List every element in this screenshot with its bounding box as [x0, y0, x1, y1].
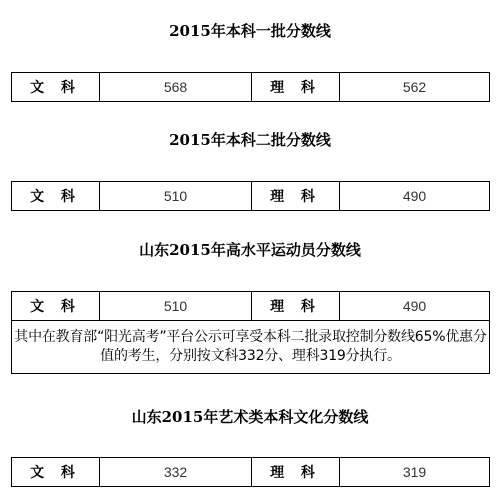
score-table-tier1	[11, 72, 490, 102]
table-row	[12, 321, 490, 374]
score-table-athletes	[11, 291, 490, 374]
score-table-tier2	[11, 181, 490, 211]
arts-score: 510	[100, 292, 252, 321]
arts-label: 文 科	[12, 182, 100, 211]
science-label: 理 科	[252, 292, 340, 321]
section-heading-arts: 山东2015年艺术类本科文化分数线	[131, 408, 369, 426]
science-score: 490	[340, 182, 490, 211]
science-label: 理 科	[252, 458, 340, 487]
table-row	[12, 182, 490, 211]
arts-label: 文 科	[12, 73, 100, 102]
score-table-arts	[11, 457, 490, 487]
arts-label: 文 科	[12, 458, 100, 487]
table-row	[12, 73, 490, 102]
arts-label: 文 科	[12, 292, 100, 321]
arts-score: 332	[100, 458, 252, 487]
arts-score: 568	[100, 73, 252, 102]
science-score: 319	[340, 458, 490, 487]
section-heading-tier2: 2015年本科二批分数线	[169, 131, 331, 149]
science-label: 理 科	[252, 182, 340, 211]
science-score: 562	[340, 73, 490, 102]
table-row	[12, 458, 490, 487]
table-row	[12, 292, 490, 321]
arts-score: 510	[100, 182, 252, 211]
section-heading-athletes: 山东2015年高水平运动员分数线	[139, 241, 361, 259]
section-heading-tier1: 2015年本科一批分数线	[169, 22, 331, 40]
preferential-note: 其中在教育部“阳光高考”平台公示可享受本科二批录取控制分数线65%优惠分值的考生，分别按文科332分、理科319分执行。	[12, 321, 490, 374]
science-score: 490	[340, 292, 490, 321]
science-label: 理 科	[252, 73, 340, 102]
